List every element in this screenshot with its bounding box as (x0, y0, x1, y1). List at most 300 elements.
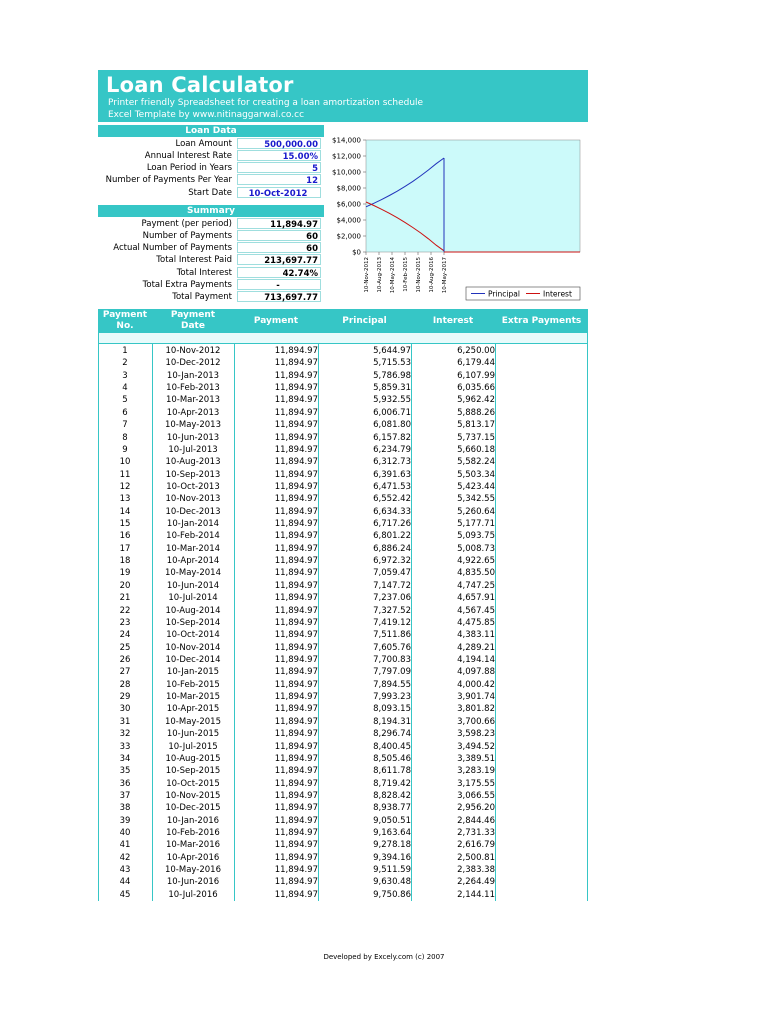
principal-cell: 5,715.53 (373, 358, 411, 369)
legend-label-interest: Interest (543, 289, 572, 299)
header-principal: Principal (342, 316, 387, 326)
payment-cell: 11,894.97 (274, 741, 318, 752)
principal-cell: 9,394.16 (373, 852, 411, 863)
payment-date-cell: 10-Feb-2013 (166, 383, 220, 394)
principal-cell: 6,081.80 (373, 420, 411, 431)
header-payment: Payment (253, 316, 299, 326)
payment-no-cell: 16 (119, 531, 131, 542)
summary-value: 60 (237, 242, 321, 253)
payment-date-cell: 10-Jul-2014 (168, 593, 218, 604)
payment-date-cell: 10-Jan-2013 (166, 370, 220, 381)
payment-no-cell: 21 (119, 593, 131, 604)
payment-date-cell: 10-Feb-2014 (166, 531, 220, 542)
principal-cell: 7,511.86 (373, 630, 411, 641)
interest-cell: 3,901.74 (457, 692, 495, 703)
payment-date-cell: 10-Mar-2013 (165, 395, 221, 406)
payment-cell: 11,894.97 (274, 704, 318, 715)
principal-cell: 5,786.98 (373, 370, 411, 381)
payment-date-cell: 10-Apr-2014 (166, 556, 220, 567)
principal-cell: 7,237.06 (373, 593, 411, 604)
payment-date-cell: 10-Nov-2012 (165, 346, 221, 356)
loan_data-label: Number of Payments Per Year (105, 175, 232, 186)
summary-label: Payment (per period) (141, 218, 232, 229)
payment-no-cell: 14 (119, 506, 131, 517)
payment-cell: 11,894.97 (274, 840, 318, 851)
payment-date-cell: 10-Jul-2015 (168, 741, 218, 752)
header-payment-date: Payment Date (170, 310, 216, 331)
payment-cell: 11,894.97 (274, 753, 318, 764)
table-row (98, 765, 588, 777)
payment-cell: 11,894.97 (274, 679, 318, 690)
interest-cell: 3,598.23 (457, 729, 495, 740)
payment-no-cell: 31 (119, 716, 131, 727)
summary-row (98, 291, 324, 303)
payment-date-cell: 10-Dec-2013 (165, 506, 221, 517)
principal-cell: 8,093.15 (373, 704, 411, 715)
principal-cell: 6,312.73 (373, 457, 411, 468)
subtitle: Printer friendly Spreadsheet for creating a loan amortization schedule (108, 98, 424, 108)
payment-no-cell: 35 (119, 766, 131, 777)
table-row (98, 357, 588, 369)
payment-no-cell: 40 (119, 828, 131, 839)
interest-cell: 3,389.51 (457, 753, 495, 764)
amortization-chart (326, 124, 588, 304)
table-row (98, 716, 588, 728)
payment-date-cell: 10-Oct-2013 (166, 481, 220, 492)
table-row (98, 432, 588, 444)
payment-cell: 11,894.97 (274, 778, 318, 789)
principal-cell: 8,296.74 (373, 729, 411, 740)
payment-date-cell: 10-Jul-2016 (168, 889, 218, 900)
table-row (98, 839, 588, 851)
table-row (98, 567, 588, 579)
loan_data-value[interactable]: 12 (237, 174, 321, 185)
principal-cell: 8,505.46 (373, 753, 411, 764)
payment-no-cell: 34 (119, 753, 131, 764)
principal-cell: 6,886.24 (373, 543, 411, 554)
payment-cell: 11,894.97 (274, 790, 318, 801)
payment-date-cell: 10-Jun-2013 (166, 432, 220, 443)
interest-cell: 4,289.21 (457, 642, 495, 653)
loan_data-label: Loan Period in Years (146, 163, 232, 174)
payment-cell: 11,894.97 (274, 865, 318, 876)
payment-date-cell: 10-Dec-2015 (165, 803, 221, 814)
payment-no-cell: 17 (119, 543, 131, 554)
interest-cell: 5,177.71 (457, 519, 495, 530)
payment-date-cell: 10-Jan-2015 (166, 667, 220, 678)
payment-date-cell: 10-Oct-2014 (166, 630, 220, 641)
payment-cell: 11,894.97 (274, 716, 318, 727)
principal-cell: 7,419.12 (373, 617, 411, 628)
interest-cell: 5,888.26 (457, 407, 495, 418)
payment-cell: 11,894.97 (274, 444, 318, 455)
table-row (98, 543, 588, 555)
payment-date-cell: 10-Dec-2012 (165, 358, 221, 369)
payment-no-cell: 4 (122, 383, 128, 394)
summary-value: 11,894.97 (237, 218, 321, 229)
interest-cell: 5,582.24 (457, 457, 495, 468)
table-row (98, 802, 588, 814)
summary-label: Actual Number of Payments (113, 243, 232, 254)
interest-cell: 4,657.91 (457, 593, 495, 604)
payment-no-cell: 19 (119, 568, 131, 579)
loan_data-value[interactable]: 15.00% (237, 150, 321, 161)
principal-cell: 6,634.33 (373, 506, 411, 517)
interest-cell: 4,475.85 (457, 617, 495, 628)
table-row (98, 679, 588, 691)
table-row (98, 815, 588, 827)
principal-cell: 9,163.64 (373, 828, 411, 839)
payment-cell: 11,894.97 (274, 346, 318, 356)
payment-date-cell: 10-Sep-2015 (165, 766, 221, 777)
principal-cell: 9,511.59 (373, 865, 411, 876)
summary-value: 60 (237, 230, 321, 241)
interest-cell: 3,801.82 (457, 704, 495, 715)
payment-cell: 11,894.97 (274, 605, 318, 616)
payment-date-cell: 10-Apr-2013 (166, 407, 220, 418)
payment-date-cell: 10-Mar-2015 (165, 692, 221, 703)
payment-no-cell: 3 (122, 370, 128, 381)
table-row (98, 852, 588, 864)
payment-no-cell: 20 (119, 580, 131, 591)
principal-cell: 5,932.55 (373, 395, 411, 406)
payment-date-cell: 10-May-2016 (164, 865, 221, 876)
interest-cell: 4,567.45 (457, 605, 495, 616)
principal-cell: 7,700.83 (373, 655, 411, 665)
table-spacer-row (98, 333, 588, 344)
table-row (98, 629, 588, 641)
principal-cell: 8,938.77 (373, 803, 411, 814)
principal-cell: 5,644.97 (373, 346, 411, 356)
payment-no-cell: 30 (119, 704, 131, 715)
header-payment-no: Payment No. (102, 310, 148, 331)
loan_data-label: Loan Amount (175, 138, 232, 149)
x-tick-label: 10-Feb-2015 (403, 257, 409, 292)
payment-no-cell: 25 (119, 642, 131, 653)
table-row (98, 382, 588, 394)
interest-cell: 4,747.25 (457, 580, 495, 591)
table-row (98, 530, 588, 542)
table-row (98, 506, 588, 518)
payment-date-cell: 10-May-2015 (164, 716, 221, 727)
summary-row (98, 230, 324, 242)
table-row (98, 580, 588, 592)
payment-date-cell: 10-Nov-2013 (165, 494, 221, 505)
x-tick-label: 10-Aug-2013 (377, 257, 383, 293)
principal-cell: 8,828.42 (373, 790, 411, 801)
summary-label: Number of Payments (142, 230, 232, 241)
interest-cell: 4,097.88 (457, 667, 495, 678)
y-tick-label: $10,000 (332, 168, 361, 177)
payment-no-cell: 11 (119, 469, 131, 480)
payment-no-cell: 15 (119, 519, 131, 530)
payment-no-cell: 5 (122, 395, 128, 406)
principal-cell: 7,797.09 (373, 667, 411, 678)
payment-no-cell: 18 (119, 556, 131, 567)
payment-no-cell: 44 (119, 877, 131, 888)
payment-cell: 11,894.97 (274, 630, 318, 641)
payment-no-cell: 32 (119, 729, 131, 740)
payment-no-cell: 13 (119, 494, 131, 505)
interest-cell: 3,700.66 (457, 716, 495, 727)
payment-no-cell: 22 (119, 605, 131, 616)
payment-cell: 11,894.97 (274, 852, 318, 863)
table-row (98, 889, 588, 901)
payment-cell: 11,894.97 (274, 432, 318, 443)
interest-cell: 5,423.44 (457, 481, 495, 492)
summary-value: - (237, 279, 321, 290)
payment-no-cell: 1 (122, 346, 128, 356)
table-row (98, 407, 588, 419)
payment-cell: 11,894.97 (274, 481, 318, 492)
interest-cell: 5,342.55 (457, 494, 495, 505)
principal-cell: 7,894.55 (373, 679, 411, 690)
loan_data-label: Annual Interest Rate (144, 150, 232, 161)
payment-date-cell: 10-May-2014 (164, 568, 221, 579)
payment-date-cell: 10-Sep-2014 (165, 617, 221, 628)
table-row (98, 394, 588, 406)
loan-data-heading: Loan Data (98, 125, 324, 137)
interest-cell: 4,835.50 (457, 568, 495, 579)
header-interest: Interest (432, 316, 474, 326)
table-row (98, 666, 588, 678)
interest-cell: 2,144.11 (457, 889, 495, 900)
payment-cell: 11,894.97 (274, 593, 318, 604)
payment-cell: 11,894.97 (274, 519, 318, 530)
summary-label: Total Payment (172, 292, 232, 303)
payment-no-cell: 8 (122, 432, 128, 443)
interest-cell: 5,093.75 (457, 531, 495, 542)
x-tick-label: 10-Aug-2016 (429, 257, 435, 293)
y-tick-label: $14,000 (332, 136, 361, 145)
interest-cell: 4,922.65 (457, 556, 495, 567)
principal-cell: 6,157.82 (373, 432, 411, 443)
y-tick-label: $6,000 (336, 200, 361, 209)
payment-cell: 11,894.97 (274, 617, 318, 628)
payment-no-cell: 36 (119, 778, 131, 789)
table-row (98, 444, 588, 456)
interest-cell: 5,260.64 (457, 506, 495, 517)
summary-row (98, 218, 324, 230)
payment-date-cell: 10-Mar-2016 (165, 840, 221, 851)
legend-label-principal: Principal (488, 289, 520, 299)
table-row (98, 827, 588, 839)
interest-cell: 5,962.42 (457, 395, 495, 406)
interest-cell: 3,066.55 (457, 790, 495, 801)
payment-cell: 11,894.97 (274, 828, 318, 839)
table-header (98, 309, 588, 333)
payment-cell: 11,894.97 (274, 568, 318, 579)
interest-cell: 2,731.33 (457, 828, 495, 839)
payment-no-cell: 26 (119, 655, 131, 665)
payment-cell: 11,894.97 (274, 370, 318, 381)
table-row (98, 518, 588, 530)
loan_data-row (98, 150, 324, 162)
payment-date-cell: 10-Jun-2015 (166, 729, 220, 740)
payment-no-cell: 9 (122, 444, 128, 455)
payment-cell: 11,894.97 (274, 803, 318, 814)
x-tick-label: 10-May-2014 (390, 257, 396, 294)
payment-date-cell: 10-Jan-2014 (166, 519, 220, 530)
interest-cell: 6,250.00 (457, 346, 495, 356)
payment-cell: 11,894.97 (274, 642, 318, 653)
payment-cell: 11,894.97 (274, 469, 318, 480)
table-row (98, 864, 588, 876)
loan_data-value[interactable]: 10-Oct-2012 (237, 187, 321, 198)
interest-cell: 5,737.15 (457, 432, 495, 443)
principal-cell: 6,801.22 (373, 531, 411, 542)
payment-no-cell: 45 (119, 889, 131, 900)
payment-date-cell: 10-Apr-2016 (166, 852, 220, 863)
principal-cell: 8,611.78 (373, 766, 411, 777)
loan_data-row (98, 187, 324, 199)
principal-cell: 6,006.71 (373, 407, 411, 418)
y-tick-label: $12,000 (332, 152, 361, 161)
x-tick-label: 10-May-2017 (442, 257, 448, 294)
principal-cell: 8,719.42 (373, 778, 411, 789)
payment-cell: 11,894.97 (274, 457, 318, 468)
payment-cell: 11,894.97 (274, 580, 318, 591)
table-row (98, 728, 588, 740)
loan_data-row (98, 162, 324, 174)
payment-date-cell: 10-Aug-2015 (165, 753, 221, 764)
payment-no-cell: 37 (119, 790, 131, 801)
interest-cell: 2,383.38 (457, 865, 495, 876)
principal-cell: 6,234.79 (373, 444, 411, 455)
footer-credit: Developed by Excely.com (c) 2007 (323, 953, 445, 961)
payment-no-cell: 23 (119, 617, 131, 628)
payment-no-cell: 10 (119, 457, 131, 468)
payment-cell: 11,894.97 (274, 543, 318, 554)
principal-cell: 7,605.76 (373, 642, 411, 653)
principal-cell: 6,391.63 (373, 469, 411, 480)
payment-no-cell: 41 (119, 840, 131, 851)
y-tick-label: $4,000 (336, 216, 361, 225)
principal-cell: 5,859.31 (373, 383, 411, 394)
interest-cell: 3,175.55 (457, 778, 495, 789)
y-tick-label: $8,000 (336, 184, 361, 193)
interest-cell: 6,035.66 (457, 383, 495, 394)
table-row (98, 741, 588, 753)
payment-no-cell: 2 (122, 358, 128, 369)
interest-cell: 5,813.17 (457, 420, 495, 431)
principal-cell: 6,471.53 (373, 481, 411, 492)
table-row (98, 592, 588, 604)
interest-cell: 4,000.42 (457, 679, 495, 690)
payment-cell: 11,894.97 (274, 407, 318, 418)
summary-value: 42.74% (237, 267, 321, 278)
interest-cell: 2,844.46 (457, 815, 495, 826)
payment-no-cell: 12 (119, 481, 131, 492)
payment-cell: 11,894.97 (274, 383, 318, 394)
interest-cell: 5,503.34 (457, 469, 495, 480)
table-row (98, 345, 588, 357)
summary-row (98, 254, 324, 266)
page-title: Loan Calculator (106, 73, 294, 97)
interest-cell: 2,264.49 (457, 877, 495, 888)
payment-date-cell: 10-Sep-2013 (165, 469, 221, 480)
payment-cell: 11,894.97 (274, 395, 318, 406)
loan_data-value[interactable]: 500,000.00 (237, 138, 321, 149)
table-row (98, 642, 588, 654)
payment-cell: 11,894.97 (274, 531, 318, 542)
summary-value: 713,697.77 (237, 291, 321, 302)
summary-heading: Summary (98, 205, 324, 217)
payment-cell: 11,894.97 (274, 692, 318, 703)
summary-row (98, 279, 324, 291)
payment-cell: 11,894.97 (274, 667, 318, 678)
table-row (98, 691, 588, 703)
table-row (98, 876, 588, 888)
x-tick-label: 10-Nov-2015 (416, 257, 422, 293)
interest-cell: 5,660.18 (457, 444, 495, 455)
interest-cell: 6,107.99 (457, 370, 495, 381)
table-row (98, 753, 588, 765)
payment-no-cell: 42 (119, 852, 131, 863)
payment-cell: 11,894.97 (274, 877, 318, 888)
y-tick-label: $2,000 (336, 232, 361, 241)
payment-date-cell: 10-Nov-2015 (165, 790, 221, 801)
payment-no-cell: 28 (119, 679, 131, 690)
table-row (98, 419, 588, 431)
loan_data-row (98, 138, 324, 150)
payment-date-cell: 10-Jun-2014 (166, 580, 220, 591)
table-row (98, 617, 588, 629)
principal-cell: 8,400.45 (373, 741, 411, 752)
header-banner (98, 70, 588, 122)
payment-date-cell: 10-Aug-2014 (165, 605, 221, 616)
table-row (98, 605, 588, 617)
principal-cell: 7,059.47 (373, 568, 411, 579)
chart-plot-area (366, 140, 580, 252)
payment-date-cell: 10-Dec-2014 (165, 655, 221, 665)
table-row (98, 790, 588, 802)
payment-date-cell: 10-Nov-2014 (165, 642, 221, 653)
payment-date-cell: 10-Aug-2013 (165, 457, 221, 468)
payment-cell: 11,894.97 (274, 766, 318, 777)
table-row (98, 493, 588, 505)
principal-cell: 6,552.42 (373, 494, 411, 505)
payment-no-cell: 38 (119, 803, 131, 814)
y-tick-label: $0 (352, 248, 361, 257)
x-tick-label: 10-Nov-2012 (364, 257, 370, 293)
payment-cell: 11,894.97 (274, 815, 318, 826)
payment-no-cell: 7 (122, 420, 128, 431)
payment-date-cell: 10-May-2013 (164, 420, 221, 431)
payment-cell: 11,894.97 (274, 494, 318, 505)
payment-cell: 11,894.97 (274, 556, 318, 567)
payment-date-cell: 10-Mar-2014 (165, 543, 221, 554)
table-row (98, 654, 588, 666)
table-row (98, 481, 588, 493)
payment-date-cell: 10-Oct-2015 (166, 778, 220, 789)
payment-date-cell: 10-Apr-2015 (166, 704, 220, 715)
principal-cell: 9,278.18 (373, 840, 411, 851)
payment-cell: 11,894.97 (274, 889, 318, 900)
table-row (98, 456, 588, 468)
summary-label: Total Extra Payments (142, 280, 232, 290)
payment-cell: 11,894.97 (274, 358, 318, 369)
interest-cell: 2,616.79 (457, 840, 495, 851)
summary-row (98, 242, 324, 254)
payment-cell: 11,894.97 (274, 655, 318, 665)
table-row (98, 469, 588, 481)
payment-no-cell: 24 (119, 630, 131, 641)
payment-date-cell: 10-Feb-2016 (166, 828, 220, 839)
payment-no-cell: 43 (119, 865, 131, 876)
principal-cell: 7,327.52 (373, 605, 411, 616)
loan_data-value[interactable]: 5 (237, 162, 321, 173)
